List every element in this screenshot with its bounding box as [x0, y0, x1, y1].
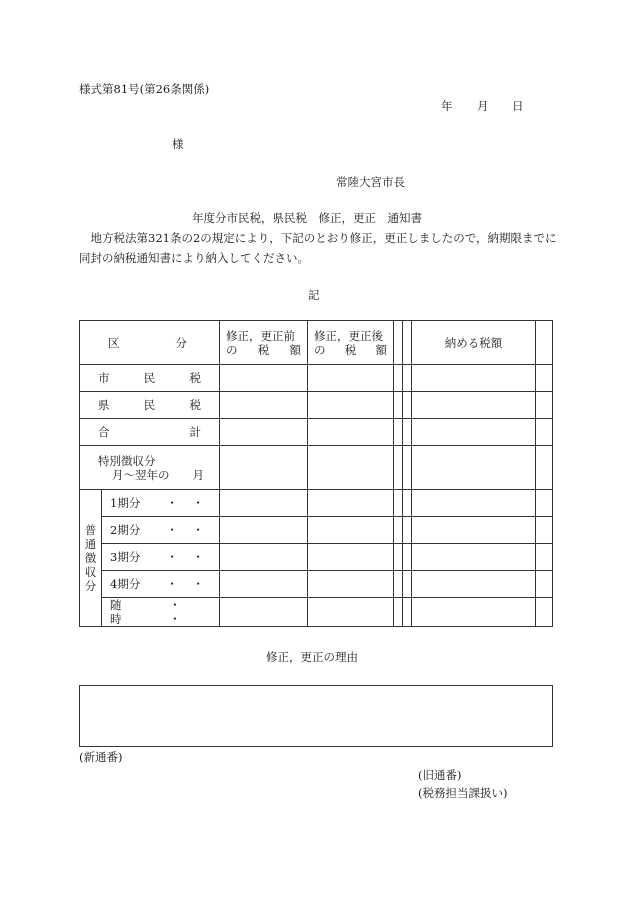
cell: [308, 598, 394, 627]
date-year: 年: [441, 99, 453, 113]
cell: [308, 571, 394, 598]
period-2: [102, 517, 220, 544]
table-row: [80, 365, 553, 392]
handler: (税務担当課扱い): [418, 786, 508, 800]
cell: [220, 392, 308, 419]
cell: [536, 490, 553, 517]
cell: [403, 446, 412, 490]
ordinary-label-5: 分: [84, 579, 97, 593]
period-2-dot-2: ・: [192, 523, 204, 537]
new-notice-number: (新通番): [79, 750, 123, 764]
row-shimin-2: 民: [143, 371, 156, 385]
cell: [394, 571, 403, 598]
period-zuiji-dot-1: ・: [169, 598, 181, 612]
ordinary-label-3: 徴: [84, 551, 97, 565]
header-before-gaku: 額: [289, 342, 301, 357]
cell: [412, 517, 536, 544]
cell: [394, 490, 403, 517]
cell: [536, 598, 553, 627]
reason-heading: 修正，更正の理由: [266, 650, 358, 664]
row-total-2: 計: [189, 425, 201, 439]
header-kubun-2: 分: [175, 335, 187, 350]
cell: [308, 392, 394, 419]
cell: [308, 544, 394, 571]
cell: [394, 365, 403, 392]
cell: [220, 490, 308, 517]
table-row: [80, 544, 553, 571]
cell: [308, 446, 394, 490]
period-1: [102, 490, 220, 517]
cell: [394, 517, 403, 544]
cell: [412, 544, 536, 571]
date-month: 月: [477, 99, 489, 113]
table-row: [80, 446, 553, 490]
cell: [412, 490, 536, 517]
period-1-label: 1期分: [110, 496, 141, 510]
cell: [403, 517, 412, 544]
header-after-gaku: 額: [375, 342, 387, 357]
cell: [412, 446, 536, 490]
row-special-line2: 月～翌年の 月: [112, 467, 204, 482]
row-kenmin-3: 税: [189, 398, 201, 412]
period-3: [102, 544, 220, 571]
row-shimin: [80, 365, 220, 392]
cell: [403, 598, 412, 627]
table-row: [80, 419, 553, 446]
header-blank-2: [403, 321, 412, 365]
period-3-label: 3期分: [110, 550, 141, 564]
period-2-dot-1: ・: [166, 523, 178, 537]
cell: [308, 365, 394, 392]
cell: [394, 544, 403, 571]
table-row: [80, 392, 553, 419]
ordinary-label: [80, 490, 102, 627]
row-total-1: 合: [98, 425, 110, 439]
date-day: 日: [512, 99, 524, 113]
table-row: [80, 598, 553, 627]
cell: [412, 392, 536, 419]
cell: [536, 544, 553, 571]
cell: [394, 419, 403, 446]
header-kubun-1: 区: [108, 335, 120, 350]
old-notice-number: (旧通番): [418, 768, 462, 782]
cell: [220, 571, 308, 598]
cell: [536, 419, 553, 446]
cell: [412, 598, 536, 627]
cell: [394, 392, 403, 419]
ordinary-label-1: 普: [84, 523, 97, 537]
header-before-no: の: [226, 342, 238, 357]
cell: [403, 544, 412, 571]
cell: [308, 490, 394, 517]
row-kenmin-2: 民: [143, 398, 156, 412]
header-before-zei: 税: [257, 342, 270, 357]
cell: [308, 517, 394, 544]
ki-heading: 記: [308, 288, 320, 302]
header-before: [220, 321, 308, 365]
cell: [536, 392, 553, 419]
period-3-dot-2: ・: [192, 550, 204, 564]
header-after-zei: 税: [344, 342, 357, 357]
header-before-line1: 修正，更正前: [226, 328, 295, 343]
cell: [412, 365, 536, 392]
cell: [220, 598, 308, 627]
ordinary-label-4: 収: [84, 565, 97, 579]
tax-amount-table: [79, 320, 553, 627]
period-1-dot-1: ・: [166, 496, 178, 510]
period-4-label: 4期分: [110, 577, 141, 591]
table-header-row: [80, 321, 553, 365]
period-4: [102, 571, 220, 598]
period-4-dot-1: ・: [166, 577, 178, 591]
cell: [403, 571, 412, 598]
cell: [220, 365, 308, 392]
cell: [403, 392, 412, 419]
row-shimin-3: 税: [189, 371, 201, 385]
header-blank-1: [394, 321, 403, 365]
cell: [220, 517, 308, 544]
table-row: [80, 490, 553, 517]
cell: [536, 365, 553, 392]
cell: [536, 517, 553, 544]
ordinary-label-2: 通: [84, 537, 97, 551]
header-after: [308, 321, 394, 365]
period-4-dot-2: ・: [192, 577, 204, 591]
form-number: 様式第81号(第26条関係): [79, 82, 210, 96]
header-kubun: [80, 321, 220, 365]
issuer: 常陸大宮市長: [336, 175, 405, 189]
cell: [412, 571, 536, 598]
cell: [220, 419, 308, 446]
period-zuiji-dot-2: ・: [169, 612, 181, 626]
document-title: 年度分市民税，県民税 修正，更正 通知書: [192, 211, 422, 225]
row-special: [80, 446, 220, 490]
cell: [536, 446, 553, 490]
cell: [536, 571, 553, 598]
cell: [403, 490, 412, 517]
cell: [412, 419, 536, 446]
header-after-no: の: [314, 342, 326, 357]
body-text: 地方税法第321条の2の規定により，下記のとおり修正，更正しましたので，納期限までに同封の納税通知書により納入してください。: [79, 231, 557, 265]
period-3-dot-1: ・: [166, 550, 178, 564]
cell: [220, 446, 308, 490]
row-kenmin: [80, 392, 220, 419]
cell: [394, 598, 403, 627]
table-row: [80, 517, 553, 544]
period-zuiji-label: 随 時: [110, 598, 133, 626]
period-zuiji: [102, 598, 220, 627]
cell: [403, 365, 412, 392]
row-total: [80, 419, 220, 446]
cell: [403, 419, 412, 446]
cell: [394, 446, 403, 490]
table-row: [80, 571, 553, 598]
period-1-dot-2: ・: [192, 496, 204, 510]
row-special-line1: 特別徴収分: [98, 453, 156, 468]
header-after-line1: 修正，更正後: [314, 328, 383, 343]
row-kenmin-1: 県: [98, 398, 110, 412]
period-2-label: 2期分: [110, 523, 141, 537]
addressee-suffix: 様: [172, 137, 184, 151]
cell: [220, 544, 308, 571]
cell: [308, 419, 394, 446]
header-payable: 納める税額: [412, 321, 536, 365]
reason-box: [79, 685, 553, 747]
header-blank-3: [536, 321, 553, 365]
row-shimin-1: 市: [98, 371, 110, 385]
